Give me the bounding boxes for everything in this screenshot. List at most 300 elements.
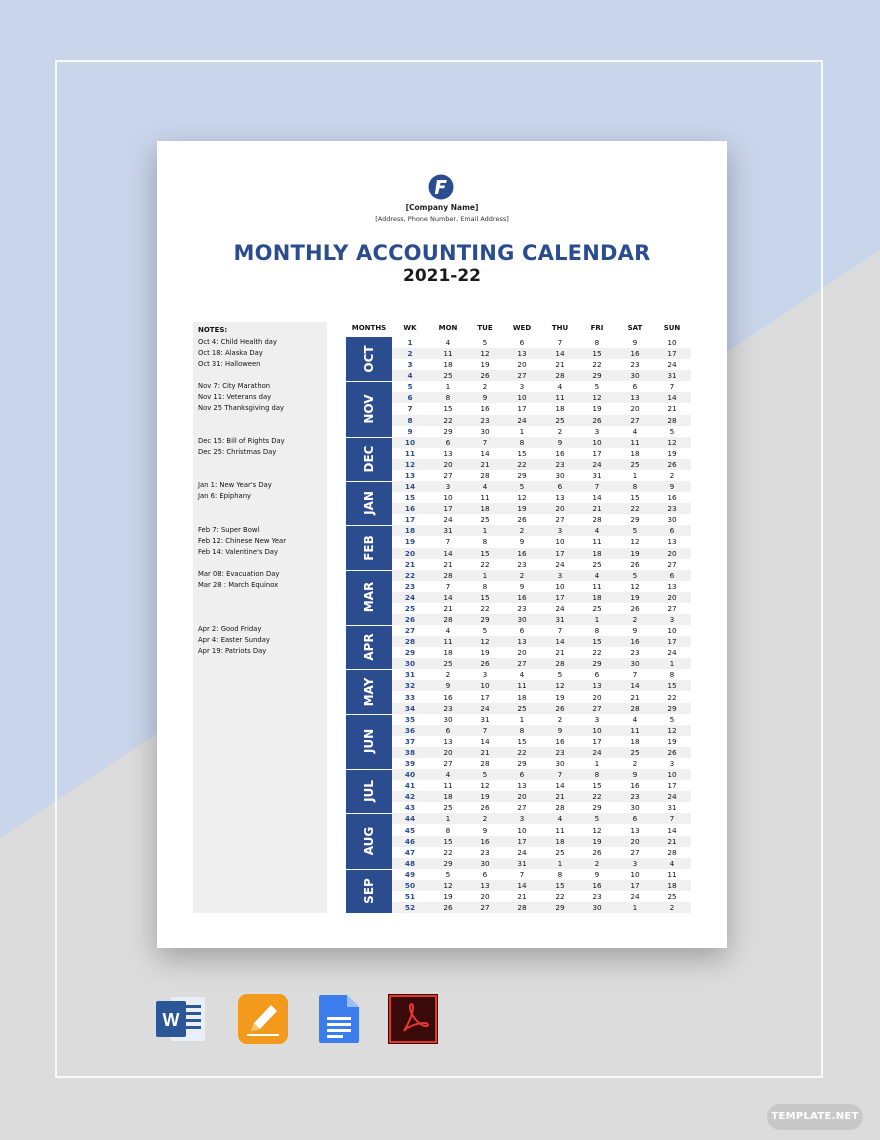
- pages-icon[interactable]: [237, 993, 289, 1045]
- month-name: DEC: [362, 445, 376, 473]
- day-cell: 27: [630, 415, 640, 425]
- day-cell: 26: [517, 515, 527, 525]
- day-cell: 19: [555, 692, 565, 702]
- day-cell: 28: [517, 903, 527, 913]
- month-name: JUN: [362, 729, 376, 754]
- day-cell: 10: [517, 825, 527, 835]
- week-number: 16: [404, 504, 416, 514]
- day-cell: 31: [592, 470, 602, 480]
- day-cell: 7: [669, 382, 675, 392]
- day-cell: 28: [555, 803, 565, 813]
- day-cell: 26: [667, 459, 677, 469]
- column-header: SAT: [627, 324, 643, 332]
- day-cell: 27: [592, 703, 602, 713]
- day-cell: 26: [630, 559, 640, 569]
- note-item: Nov 7: City Marathon: [198, 382, 271, 390]
- day-cell: 18: [630, 736, 640, 746]
- day-cell: 3: [669, 759, 675, 769]
- day-cell: 4: [519, 670, 525, 680]
- day-cell: 19: [667, 736, 677, 746]
- day-cell: 21: [443, 603, 453, 613]
- day-cell: 28: [480, 470, 490, 480]
- week-number: 25: [404, 603, 416, 613]
- week-number: 28: [404, 637, 416, 647]
- day-cell: 15: [555, 880, 565, 890]
- day-cell: 1: [519, 426, 525, 436]
- day-cell: 6: [519, 626, 525, 636]
- day-cell: 31: [480, 714, 490, 724]
- day-cell: 11: [630, 437, 640, 447]
- day-cell: 18: [630, 448, 640, 458]
- day-cell: 17: [592, 448, 602, 458]
- week-number: 46: [404, 836, 416, 846]
- day-cell: 29: [667, 703, 677, 713]
- column-header: SUN: [663, 324, 681, 332]
- acrobat-pdf-icon[interactable]: [387, 993, 439, 1045]
- day-cell: 13: [630, 393, 640, 403]
- day-cell: 22: [443, 415, 453, 425]
- month-name: MAR: [362, 582, 376, 613]
- day-cell: 12: [592, 393, 602, 403]
- day-cell: 16: [517, 592, 527, 602]
- day-cell: 11: [555, 825, 565, 835]
- day-cell: 21: [480, 747, 490, 757]
- day-cell: 26: [592, 847, 602, 857]
- day-cell: 1: [445, 382, 451, 392]
- day-cell: 14: [630, 681, 640, 691]
- day-cell: 21: [630, 692, 640, 702]
- week-number: 2: [407, 349, 413, 359]
- day-cell: 9: [519, 537, 525, 547]
- day-cell: 19: [480, 360, 490, 370]
- day-cell: 24: [480, 703, 490, 713]
- svg-text:W: W: [162, 1010, 180, 1030]
- day-cell: 18: [443, 648, 453, 658]
- day-cell: 19: [480, 792, 490, 802]
- week-number: 35: [404, 714, 416, 724]
- month-divider: [346, 813, 392, 814]
- day-cell: 26: [443, 903, 453, 913]
- day-cell: 12: [667, 725, 677, 735]
- day-cell: 29: [443, 426, 453, 436]
- day-cell: 27: [667, 603, 677, 613]
- day-cell: 26: [480, 371, 490, 381]
- day-cell: 19: [592, 404, 602, 414]
- day-cell: 8: [519, 437, 525, 447]
- month-label: [346, 625, 392, 669]
- day-cell: 21: [555, 648, 565, 658]
- day-cell: 28: [443, 570, 453, 580]
- week-number: 45: [404, 825, 416, 835]
- day-cell: 7: [557, 338, 563, 347]
- day-cell: 21: [517, 892, 527, 901]
- day-cell: 3: [557, 570, 563, 580]
- week-number: 51: [404, 892, 416, 901]
- day-cell: 10: [555, 537, 565, 547]
- week-number: 7: [407, 404, 413, 414]
- day-cell: 22: [667, 692, 677, 702]
- day-cell: 22: [555, 892, 565, 901]
- day-cell: 4: [445, 626, 451, 636]
- month-name: JUL: [362, 780, 376, 803]
- note-item: Mar 08: Evacuation Day: [198, 570, 280, 578]
- day-cell: 14: [555, 349, 565, 359]
- month-label: [346, 669, 392, 713]
- day-cell: 16: [555, 448, 565, 458]
- day-cell: 8: [482, 537, 488, 547]
- day-cell: 31: [443, 526, 453, 536]
- day-cell: 17: [592, 736, 602, 746]
- day-cell: 30: [630, 803, 640, 813]
- day-cell: 4: [669, 858, 675, 868]
- day-cell: 14: [555, 781, 565, 791]
- day-cell: 19: [667, 448, 677, 458]
- day-cell: 16: [443, 692, 453, 702]
- day-cell: 16: [667, 493, 677, 503]
- day-cell: 26: [555, 703, 565, 713]
- day-cell: 11: [480, 493, 490, 503]
- day-cell: 29: [592, 659, 602, 669]
- day-cell: 30: [592, 903, 602, 913]
- day-cell: 15: [667, 681, 677, 691]
- day-cell: 15: [592, 637, 602, 647]
- day-cell: 12: [667, 437, 677, 447]
- day-cell: 2: [594, 858, 600, 868]
- column-header: MONTHS: [351, 324, 387, 332]
- day-cell: 28: [630, 703, 640, 713]
- day-cell: 18: [517, 692, 527, 702]
- day-cell: 23: [592, 892, 602, 901]
- day-cell: 22: [517, 747, 527, 757]
- day-cell: 16: [480, 404, 490, 414]
- day-cell: 15: [517, 448, 527, 458]
- day-cell: 22: [592, 648, 602, 658]
- day-cell: 8: [594, 626, 600, 636]
- column-header: TUE: [477, 324, 493, 332]
- day-cell: 10: [667, 626, 677, 636]
- day-cell: 3: [445, 482, 451, 492]
- month-label: [346, 437, 392, 481]
- day-cell: 25: [667, 892, 677, 901]
- day-cell: 20: [517, 792, 527, 802]
- day-cell: 28: [443, 615, 453, 624]
- day-cell: 28: [592, 515, 602, 525]
- week-number: 1: [407, 338, 413, 347]
- day-cell: 27: [667, 559, 677, 569]
- month-name: AUG: [362, 826, 376, 856]
- day-cell: 10: [592, 437, 602, 447]
- day-cell: 5: [669, 426, 675, 436]
- week-number: 6: [407, 393, 413, 403]
- day-cell: 20: [517, 648, 527, 658]
- day-cell: 22: [480, 603, 490, 613]
- day-cell: 8: [445, 393, 451, 403]
- day-cell: 11: [592, 581, 602, 591]
- day-cell: 6: [445, 725, 451, 735]
- day-cell: 16: [555, 736, 565, 746]
- day-cell: 5: [519, 482, 525, 492]
- day-cell: 26: [667, 747, 677, 757]
- day-cell: 18: [592, 548, 602, 558]
- day-cell: 12: [630, 537, 640, 547]
- day-cell: 9: [632, 770, 638, 780]
- day-cell: 25: [555, 847, 565, 857]
- day-cell: 13: [443, 448, 453, 458]
- day-cell: 22: [517, 459, 527, 469]
- day-cell: 24: [630, 892, 640, 901]
- note-item: Feb 14: Valentine's Day: [198, 548, 278, 556]
- day-cell: 23: [555, 747, 565, 757]
- day-cell: 21: [555, 360, 565, 370]
- day-cell: 7: [482, 725, 488, 735]
- week-number: 44: [404, 814, 416, 824]
- week-number: 12: [404, 459, 416, 469]
- day-cell: 31: [555, 615, 565, 624]
- day-cell: 1: [669, 659, 675, 669]
- day-cell: 18: [592, 592, 602, 602]
- day-cell: 4: [445, 770, 451, 780]
- day-cell: 24: [555, 559, 565, 569]
- day-cell: 9: [482, 825, 488, 835]
- day-cell: 25: [630, 747, 640, 757]
- day-cell: 14: [517, 880, 527, 890]
- day-cell: 7: [519, 869, 525, 879]
- day-cell: 12: [517, 493, 527, 503]
- day-cell: 8: [482, 581, 488, 591]
- template-net-badge[interactable]: TEMPLATE.NET: [767, 1104, 863, 1130]
- day-cell: 25: [630, 459, 640, 469]
- day-cell: 20: [443, 459, 453, 469]
- day-cell: 12: [480, 349, 490, 359]
- day-cell: 14: [480, 448, 490, 458]
- week-number: 11: [404, 448, 416, 458]
- day-cell: 7: [669, 814, 675, 824]
- day-cell: 20: [517, 360, 527, 370]
- day-cell: 10: [443, 493, 453, 503]
- day-cell: 31: [667, 371, 677, 381]
- day-cell: 21: [592, 504, 602, 514]
- day-cell: 29: [555, 903, 565, 913]
- month-name: JAN: [362, 491, 376, 516]
- day-cell: 19: [630, 592, 640, 602]
- day-cell: 7: [557, 626, 563, 636]
- day-cell: 10: [592, 725, 602, 735]
- day-cell: 11: [630, 725, 640, 735]
- day-cell: 10: [555, 581, 565, 591]
- week-number: 32: [404, 681, 416, 691]
- day-cell: 3: [594, 426, 600, 436]
- note-item: Oct 31: Halloween: [198, 360, 261, 368]
- week-number: 19: [404, 537, 416, 547]
- week-number: 48: [404, 858, 416, 868]
- day-cell: 11: [667, 869, 677, 879]
- day-cell: 9: [632, 338, 638, 347]
- day-cell: 28: [667, 847, 677, 857]
- day-cell: 30: [517, 615, 527, 624]
- day-cell: 20: [443, 747, 453, 757]
- day-cell: 2: [519, 570, 525, 580]
- day-cell: 18: [443, 792, 453, 802]
- day-cell: 3: [519, 814, 525, 824]
- day-cell: 17: [517, 404, 527, 414]
- day-cell: 10: [667, 338, 677, 347]
- day-cell: 25: [517, 703, 527, 713]
- day-cell: 20: [555, 504, 565, 514]
- month-name: APR: [362, 633, 376, 661]
- day-cell: 7: [482, 437, 488, 447]
- month-label: [346, 769, 392, 813]
- day-cell: 9: [669, 482, 675, 492]
- day-cell: 20: [480, 892, 490, 901]
- day-cell: 25: [555, 415, 565, 425]
- day-cell: 12: [555, 681, 565, 691]
- note-item: Nov 25 Thanksgiving day: [198, 404, 285, 412]
- day-cell: 5: [557, 670, 563, 680]
- week-number: 34: [404, 703, 416, 713]
- day-cell: 30: [555, 759, 565, 769]
- day-cell: 13: [517, 637, 527, 647]
- week-number: 39: [404, 759, 416, 769]
- week-number: 50: [404, 880, 416, 890]
- week-number: 41: [404, 781, 416, 791]
- day-cell: 19: [443, 892, 453, 901]
- day-cell: 23: [480, 847, 490, 857]
- day-cell: 27: [555, 515, 565, 525]
- month-name: NOV: [362, 394, 376, 424]
- week-number: 38: [404, 747, 416, 757]
- day-cell: 22: [443, 847, 453, 857]
- day-cell: 11: [443, 781, 453, 791]
- week-number: 37: [404, 736, 416, 746]
- day-cell: 6: [482, 869, 488, 879]
- day-cell: 13: [555, 493, 565, 503]
- word-icon[interactable]: [155, 993, 207, 1045]
- notes-heading: NOTES:: [198, 326, 228, 334]
- day-cell: 18: [555, 836, 565, 846]
- day-cell: 6: [594, 670, 600, 680]
- day-cell: 20: [630, 836, 640, 846]
- day-cell: 9: [557, 437, 563, 447]
- day-cell: 3: [594, 714, 600, 724]
- day-cell: 3: [632, 858, 638, 868]
- note-item: Apr 4: Easter Sunday: [198, 636, 270, 644]
- day-cell: 27: [443, 470, 453, 480]
- day-cell: 12: [443, 880, 453, 890]
- day-cell: 3: [557, 526, 563, 536]
- day-cell: 15: [443, 836, 453, 846]
- month-name: OCT: [362, 345, 376, 373]
- day-cell: 14: [443, 592, 453, 602]
- day-cell: 19: [480, 648, 490, 658]
- google-docs-icon[interactable]: [313, 993, 365, 1045]
- day-cell: 7: [594, 482, 600, 492]
- day-cell: 11: [517, 681, 527, 691]
- day-cell: 22: [592, 792, 602, 802]
- day-cell: 6: [445, 437, 451, 447]
- day-cell: 5: [594, 814, 600, 824]
- day-cell: 1: [445, 814, 451, 824]
- month-label: [346, 481, 392, 525]
- day-cell: 7: [445, 537, 451, 547]
- day-cell: 16: [592, 880, 602, 890]
- day-cell: 7: [445, 581, 451, 591]
- day-cell: 6: [669, 570, 675, 580]
- day-cell: 3: [519, 382, 525, 392]
- month-divider: [346, 525, 392, 526]
- day-cell: 5: [482, 626, 488, 636]
- note-item: Feb 12: Chinese New Year: [198, 537, 286, 545]
- day-cell: 5: [482, 770, 488, 780]
- day-cell: 20: [630, 404, 640, 414]
- day-cell: 8: [594, 338, 600, 347]
- week-number: 30: [404, 659, 416, 669]
- day-cell: 2: [669, 903, 675, 913]
- day-cell: 11: [443, 349, 453, 359]
- day-cell: 16: [630, 637, 640, 647]
- document-page: [157, 141, 727, 948]
- day-cell: 30: [555, 470, 565, 480]
- day-cell: 3: [482, 670, 488, 680]
- day-cell: 18: [667, 880, 677, 890]
- day-cell: 4: [557, 814, 563, 824]
- week-number: 5: [407, 382, 413, 392]
- week-number: 15: [404, 493, 416, 503]
- day-cell: 14: [480, 736, 490, 746]
- day-cell: 15: [443, 404, 453, 414]
- day-cell: 4: [445, 338, 451, 347]
- day-cell: 8: [519, 725, 525, 735]
- note-item: Jan 1: New Year's Day: [198, 481, 272, 489]
- week-number: 26: [404, 615, 416, 624]
- day-cell: 13: [480, 880, 490, 890]
- day-cell: 10: [667, 770, 677, 780]
- day-cell: 4: [632, 714, 638, 724]
- month-label: [346, 337, 392, 381]
- day-cell: 4: [482, 482, 488, 492]
- month-divider: [346, 714, 392, 715]
- page-title: MONTHLY ACCOUNTING CALENDAR: [233, 241, 651, 265]
- day-cell: 30: [443, 714, 453, 724]
- day-cell: 17: [667, 349, 677, 359]
- day-cell: 27: [630, 847, 640, 857]
- day-cell: 6: [519, 338, 525, 347]
- day-cell: 16: [630, 781, 640, 791]
- day-cell: 17: [555, 548, 565, 558]
- day-cell: 1: [482, 570, 488, 580]
- day-cell: 9: [445, 681, 451, 691]
- company-address: [Address, Phone Number, Email Address]: [375, 215, 509, 223]
- month-name: MAY: [362, 677, 376, 706]
- day-cell: 8: [632, 482, 638, 492]
- week-number: 47: [404, 847, 416, 857]
- day-cell: 14: [443, 548, 453, 558]
- day-cell: 11: [443, 637, 453, 647]
- month-label: [346, 381, 392, 436]
- month-divider: [346, 570, 392, 571]
- day-cell: 23: [517, 559, 527, 569]
- day-cell: 15: [592, 781, 602, 791]
- day-cell: 23: [443, 703, 453, 713]
- note-item: Oct 18: Alaska Day: [198, 349, 263, 357]
- week-number: 18: [404, 526, 416, 536]
- day-cell: 24: [592, 747, 602, 757]
- day-cell: 4: [557, 382, 563, 392]
- day-cell: 27: [517, 659, 527, 669]
- day-cell: 19: [517, 504, 527, 514]
- day-cell: 29: [630, 515, 640, 525]
- day-cell: 1: [557, 858, 563, 868]
- day-cell: 17: [517, 836, 527, 846]
